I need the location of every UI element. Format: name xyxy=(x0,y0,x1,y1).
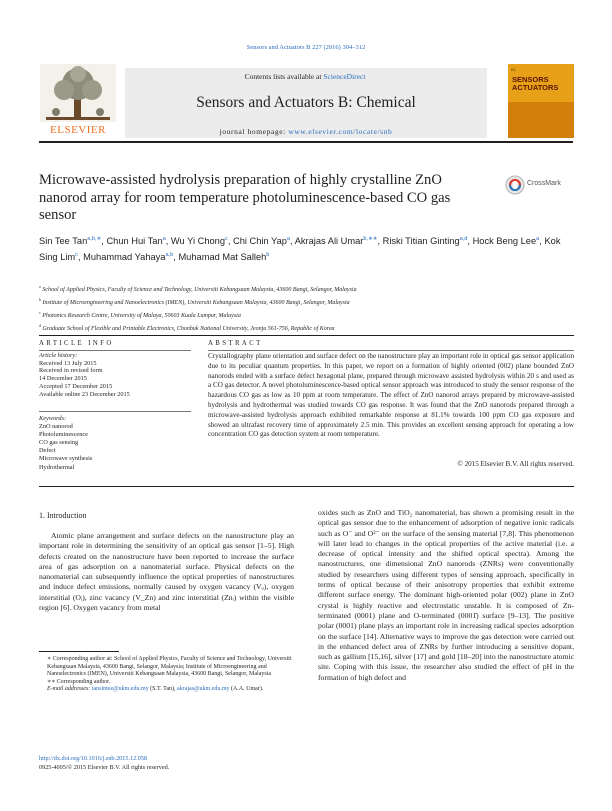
divider xyxy=(39,486,574,487)
author-name-text: Akrajas Ali Umar xyxy=(294,236,364,247)
cover-number: B1 xyxy=(511,67,516,72)
email-label: E-mail addresses: xyxy=(47,686,91,693)
author-superscript[interactable]: c xyxy=(75,251,78,258)
footnote-rule xyxy=(39,651,119,652)
history-item: Received 13 July 2015 xyxy=(39,359,97,367)
keyword-item: Photoluminescence xyxy=(39,431,88,439)
affiliation-marker: a xyxy=(39,284,41,289)
author-name[interactable] xyxy=(383,236,468,246)
affiliation-marker: b xyxy=(39,297,41,302)
cover-title-line1: SENSORS xyxy=(512,75,549,84)
divider xyxy=(39,335,574,336)
author-superscript[interactable]: a xyxy=(286,236,291,242)
affiliation-list xyxy=(39,282,574,334)
author-name[interactable] xyxy=(233,236,290,246)
author-list: Sin Tee Tan$^{a,b,∗}$, Chun Hui Tan$^a$, Wu Yi Chong$^c$, Chi Chin Yap$^a$, Akrajas Ali Umar$^{b,∗∗}$, Riski Titian Ginting$^{a,d}$, Hock Beng Lee$^a$, Kok Sing Lim$^c$, Muhammad Yahaya$^{a,b}$, Muhamad Mat Salleh$^b$ xyxy=(39,236,561,262)
history-item: Accepted 17 December 2015 xyxy=(39,382,113,390)
masthead-rule xyxy=(39,141,573,143)
author-name-text: Chun Hui Tan xyxy=(106,236,163,247)
author-name-text: Muhammad Yahaya xyxy=(83,251,166,262)
affiliation-marker: d xyxy=(39,323,41,328)
cover-title xyxy=(512,76,558,91)
contents-prefix: Contents lists available at xyxy=(244,72,324,81)
keyword-item: Microwave synthesis xyxy=(39,455,93,463)
author-name[interactable] xyxy=(171,236,228,246)
doi-link[interactable]: http://dx.doi.org/10.1016/j.snb.2015.12.058 xyxy=(39,755,148,762)
crossmark-icon xyxy=(505,175,525,195)
footnote-2: ∗∗ Corresponding author. xyxy=(47,678,111,685)
affiliation-item xyxy=(39,295,574,308)
history-item: Available online 23 December 2015 xyxy=(39,390,130,398)
abstract-copyright: © 2015 Elsevier B.V. All rights reserved. xyxy=(457,460,574,468)
issn-line: 0925-4005/© 2015 Elsevier B.V. All rights reserved. xyxy=(39,764,170,771)
article-info-heading: ARTICLE INFO xyxy=(39,340,114,347)
author-name-text: Muhamad Mat Salleh xyxy=(178,251,267,262)
cover-title-line2: ACTUATORS xyxy=(512,82,559,92)
contents-line xyxy=(150,72,460,81)
author-name[interactable] xyxy=(106,236,165,246)
keyword-item: CO gas sensing xyxy=(39,439,79,447)
affiliation-text: School of Applied Physics, Faculty of Science and Technology, Universiti Kebangsaan Malaysia, 43600 Bangi, Selangor, Malaysia xyxy=(42,287,357,293)
author-superscript[interactable]: b xyxy=(266,251,270,258)
author-name-text: Kok Sing Lim xyxy=(39,236,561,262)
affiliation-text: Institute of Microengineering and Nanoelectronics (IMEN), Universiti Kebangsaan Malaysia, 43600 Bangi, Selangor, Malaysia xyxy=(42,300,350,306)
author-superscript[interactable]: a xyxy=(536,236,540,242)
author-superscript[interactable]: b,∗∗ xyxy=(363,236,378,242)
author-name[interactable] xyxy=(295,236,378,246)
history-item: 14 December 2015 xyxy=(39,375,87,383)
journal-reference[interactable]: Sensors and Actuators B 227 (2016) 304–312 xyxy=(246,44,366,51)
sciencedirect-link[interactable]: ScienceDirect xyxy=(323,72,366,81)
email-link-1[interactable]: tansintee@ukm.edu.my xyxy=(91,686,149,693)
abstract-heading: ABSTRACT xyxy=(208,340,263,347)
crossmark-badge[interactable] xyxy=(505,175,571,195)
crossmark-label: CrossMark xyxy=(527,180,561,187)
history-label: Article history: xyxy=(39,352,78,359)
author-superscript[interactable]: a,b xyxy=(165,251,174,258)
affiliation-item xyxy=(39,308,574,321)
affiliation-marker: c xyxy=(39,310,41,315)
divider xyxy=(39,350,191,351)
footnote-emails xyxy=(39,686,294,694)
author-name-text: Riski Titian Ginting xyxy=(382,236,460,247)
email-owner-1: (S.T. Tan), xyxy=(150,686,176,693)
history-item: Received in revised form xyxy=(39,367,103,375)
keyword-item: Hydrothermal xyxy=(39,463,75,471)
author-name-text: Hock Beng Lee xyxy=(472,236,537,247)
section-title: 1. Introduction xyxy=(39,511,87,520)
author-name[interactable] xyxy=(473,236,540,246)
footnote-1: ∗ Corresponding author at: School of Applied Physics, Faculty of Science and Technology, Universiti Kebangsaan Malaysia, 43600 Bangi, Selangor, Malaysia; Institute of Microengineering and Nanoelectronics (IMEN), Universiti Kebangsaan Malaysia, 43600 Bangi, Selangor, Malaysia xyxy=(47,656,292,678)
author-superscript[interactable]: a xyxy=(162,236,166,242)
affiliation-item xyxy=(39,282,574,295)
affiliation-text: Photonics Research Centre, University of Malaya, 50603 Kuala Lumpur, Malaysia xyxy=(42,313,241,319)
publisher-logo-text: ELSEVIER xyxy=(50,124,106,136)
affiliation-text: Graduate School of Flexible and Printable Electronics, Chonbuk National University, Jeonju 561-756, Republic of Korea xyxy=(42,326,335,332)
author-name[interactable] xyxy=(39,236,101,246)
intro-left-column: Atomic plane arrangement and surface defects on the nanostructure play an important role in determining the sensitivity of an optical gas sensor [1–5]. High defects created on the nanostructure have been reported to increase the surface area of gas adsorption on a nanomaterial surface. Physical defects on the nanomaterial can subsequently influence the optical properties of nanostructures and induce defect emissions, normally caused by oxygen vacancy (Vₒ), oxygen interstitial (Oᵢ), zinc vacancy (V_Zn) and zinc interstitial (Znᵢ) within the visible region [6]. Oxygen vacancy from metal xyxy=(39,531,294,613)
author-superscript[interactable]: a,d xyxy=(459,236,468,242)
author-name[interactable] xyxy=(178,252,269,262)
article-history xyxy=(39,352,191,398)
keywords-label: Keywords: xyxy=(39,415,67,422)
divider xyxy=(39,411,191,412)
journal-cover-thumbnail[interactable] xyxy=(508,64,574,138)
author-superscript[interactable]: a,b,∗ xyxy=(87,236,102,242)
keyword-item: Defect xyxy=(39,447,56,455)
author-name-text: Wu Yi Chong xyxy=(170,236,226,247)
intro-right-column: oxides such as ZnO and TiO₂ nanomaterial, has shown a promising result in the optical gas sensor due to the enhancement of adsorption of negative ionic radicals such as O⁻ and O²⁻ on the surface of the sensing material [7,8]. This phenomenon will later lead to changes in the optical properties of the active material (i.e. a decrease of optical intensity and the shifted optical spectra). Among the nanostructures, one dimensional ZnO nanorods (ZNRs) were conventionally studied by researchers using different types of sensing approach, specifically in terms of optical because of their anisotropy properties that exhibit extreme different surface energy. The dominant high-oriented polar (002) plane in ZnO crystal is highly reactive and electrostatic unstable. It is composed of Zn-terminated (0001) plane and O-terminated (0001̄) surface [9–13]. The positive polar (0001) plane plays an important role in increasing radical species adsorption on the surface [14]. Alternative ways to improve the gas detection were carried out in the enhanced defect area of ZNRs by further introducing a sensitive dopant, such as gallium [15,16], silver [17] and gold [18–20] into the nanostructure atomic site. Coping with this issue, the researcher also studied the effect of pH in the formation of high defect and xyxy=(318,508,574,682)
affiliation-item xyxy=(39,321,574,334)
author-name-text: Chi Chin Yap xyxy=(232,236,287,247)
homepage-prefix: journal homepage: xyxy=(219,127,289,136)
keywords xyxy=(39,415,191,472)
journal-title: Sensors and Actuators B: Chemical xyxy=(196,94,416,111)
author-name-text: Sin Tee Tan xyxy=(39,236,88,247)
email-link-2[interactable]: akrajas@ukm.edu.my xyxy=(177,686,230,693)
keyword-item: ZnO nanorod xyxy=(39,423,73,431)
footnotes xyxy=(39,656,294,694)
divider xyxy=(208,350,574,351)
cover-band xyxy=(508,102,574,138)
email-owner-2: (A.A. Umar). xyxy=(231,686,264,693)
author-name[interactable] xyxy=(83,252,173,262)
abstract-text: Crystallography plane orientation and surface defect on the nanostructure play an important role in optical gas sensor application due to its peculiar quantum properties. In this paper, we report on a formation of highly oriented (002) plane bounded ZnO nanorods ended with a surface defect hexagonal plane, prepared through microwave assisted hydrolysis within 20 s and used as a CO gas detector. A novel photoluminescence-based optical sensor approach was introduced to study the sensor response of the hazardous CO gas as low as 10 ppm at room temperature. The effect of ZnO nanorod arrays prepared by microwave-assisted hydrolysis and hydrothermal was studied towards CO gas response. It was found that the ZnO nanorods prepared through a microwave-assisted hydrolysis approach exhibited remarkable response at 81.1% towards 100 ppm CO gas exposure and showed an ultrafast recovery time of approximately 2.5 min. This provides an excellent sensing approach for operating a low concentration CO gas detection system at room temperature. xyxy=(208,352,574,439)
journal-homepage xyxy=(125,127,487,136)
homepage-link[interactable]: www.elsevier.com/locate/snb xyxy=(288,127,393,136)
author-superscript[interactable]: c xyxy=(225,236,228,242)
article-title: Microwave-assisted hydrolysis preparation of highly crystalline ZnO nanorod array for room temperature photoluminescence-based CO gas sensor xyxy=(39,172,451,224)
